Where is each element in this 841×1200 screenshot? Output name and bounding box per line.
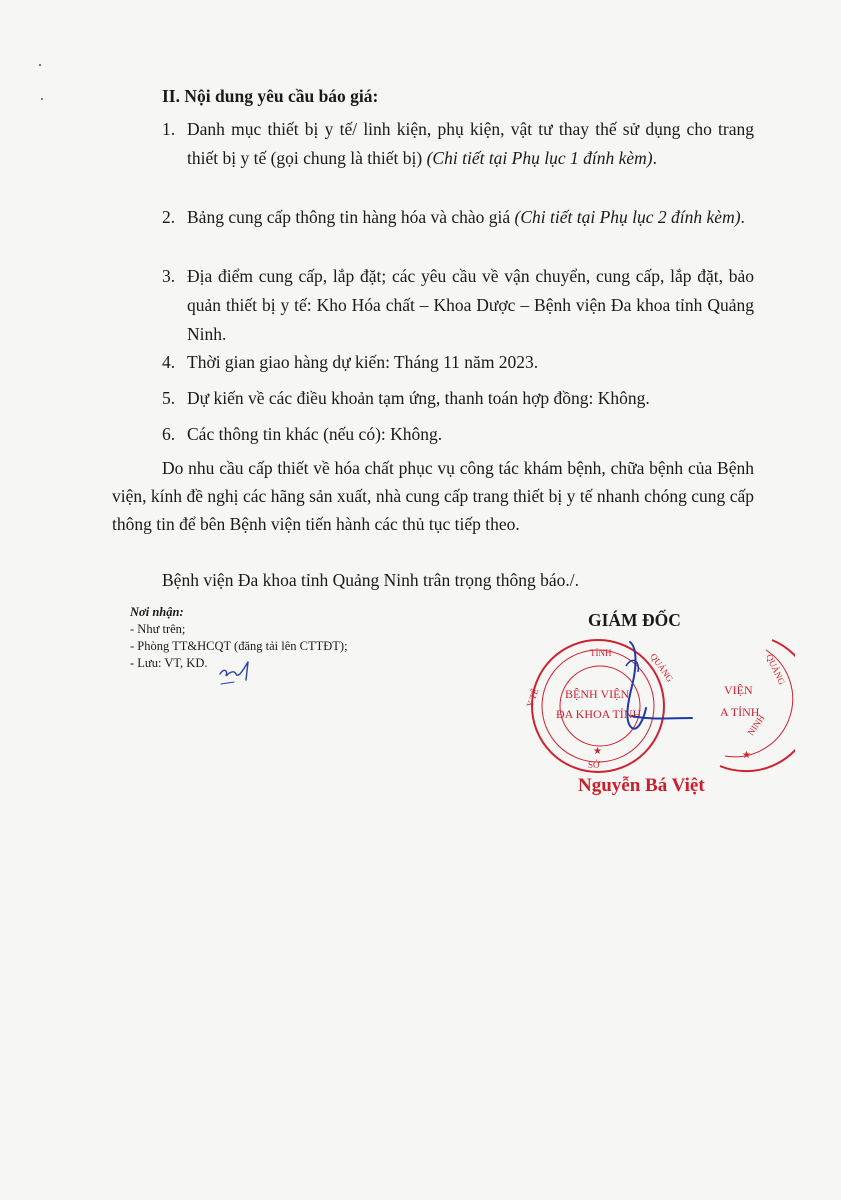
item-italic-note: (Chi tiết tại Phụ lục 2 đính kèm): [514, 207, 741, 227]
item-body: Dự kiến về các điều khoản tạm ứng, thanh toán hợp đồng: Không.: [187, 388, 650, 408]
item-body: Địa điểm cung cấp, lắp đặt; các yêu cầu về vận chuyển, cung cấp, lắp đặt, bảo quản thiết bị y tế: Kho Hóa chất – Khoa Dược – Bệnh viện Đa khoa tỉnh Quảng Ninh.: [187, 266, 754, 344]
svg-text:ĐA KHOA TỈNH: ĐA KHOA TỈNH: [556, 707, 642, 721]
recipient-line: - Như trên;: [130, 622, 186, 636]
svg-text:QUẢNG: QUẢNG: [764, 652, 787, 687]
recipient-line: - Lưu: VT, KD.: [130, 656, 208, 670]
svg-text:A TỈNH: A TỈNH: [720, 705, 760, 719]
scan-speck: [39, 64, 41, 66]
signature-title: GIÁM ĐỐC: [588, 610, 681, 630]
recipient-line: - Phòng TT&HCQT (đăng tải lên CTTĐT);: [130, 639, 348, 653]
item-tail: .: [652, 148, 657, 168]
item-number: 2.: [162, 207, 176, 227]
svg-text:TỈNH: TỈNH: [590, 648, 612, 658]
list-item: [162, 384, 754, 413]
item-italic-note: (Chi tiết tại Phụ lục 1 đính kèm): [426, 148, 653, 168]
svg-text:QUẢNG: QUẢNG: [648, 651, 676, 684]
svg-text:NINH: NINH: [745, 712, 767, 738]
item-number: 5.: [162, 388, 176, 408]
handwritten-initials: [218, 658, 262, 688]
svg-text:Y TẾ: Y TẾ: [524, 687, 541, 709]
svg-text:VIỆN: VIỆN: [724, 683, 753, 697]
list-item: [162, 348, 754, 377]
item-body: Thời gian giao hàng dự kiến: Tháng 11 năm 2023.: [187, 352, 539, 372]
list-item: [162, 115, 754, 173]
item-number: 4.: [162, 352, 176, 372]
list-item: [162, 262, 754, 349]
scan-speck: [41, 98, 43, 100]
list-item: [162, 203, 754, 232]
svg-text:★: ★: [742, 750, 751, 761]
item-number: 1.: [162, 119, 176, 139]
signer-name: Nguyễn Bá Việt: [578, 775, 705, 796]
svg-text:BỆNH VIỆN: BỆNH VIỆN: [565, 687, 630, 701]
section-heading: II. Nội dung yêu cầu báo giá:: [162, 86, 379, 106]
item-number: 3.: [162, 266, 176, 286]
closing-line: Bệnh viện Đa khoa tỉnh Quảng Ninh trân trọng thông báo./.: [162, 570, 580, 590]
item-text: Danh mục thiết bị y tế/ linh kiện, phụ kiện, vật tư thay thế sử dụng cho trang thiết bị y tế (gọi chung là thiết bị): [187, 119, 754, 168]
recipients-title: Nơi nhận:: [130, 605, 184, 619]
svg-text:★: ★: [593, 746, 602, 757]
official-seal: [520, 636, 795, 774]
list-item: [162, 420, 754, 449]
request-paragraph: Do nhu cầu cấp thiết về hóa chất phục vụ công tác khám bệnh, chữa bệnh của Bệnh viện, kính đề nghị các hãng sản xuất, nhà cung cấp trang thiết bị y tế nhanh chóng cung cấp thông tin để bên Bệnh viện tiến hành các thủ tục tiếp theo.: [112, 458, 754, 534]
item-body: [187, 203, 754, 232]
item-tail: .: [740, 207, 745, 227]
item-body: [187, 115, 754, 173]
item-body: Các thông tin khác (nếu có): Không.: [187, 424, 443, 444]
svg-text:SỞ: SỞ: [588, 760, 600, 770]
item-number: 6.: [162, 424, 176, 444]
item-text: Bảng cung cấp thông tin hàng hóa và chào giá: [187, 207, 515, 227]
